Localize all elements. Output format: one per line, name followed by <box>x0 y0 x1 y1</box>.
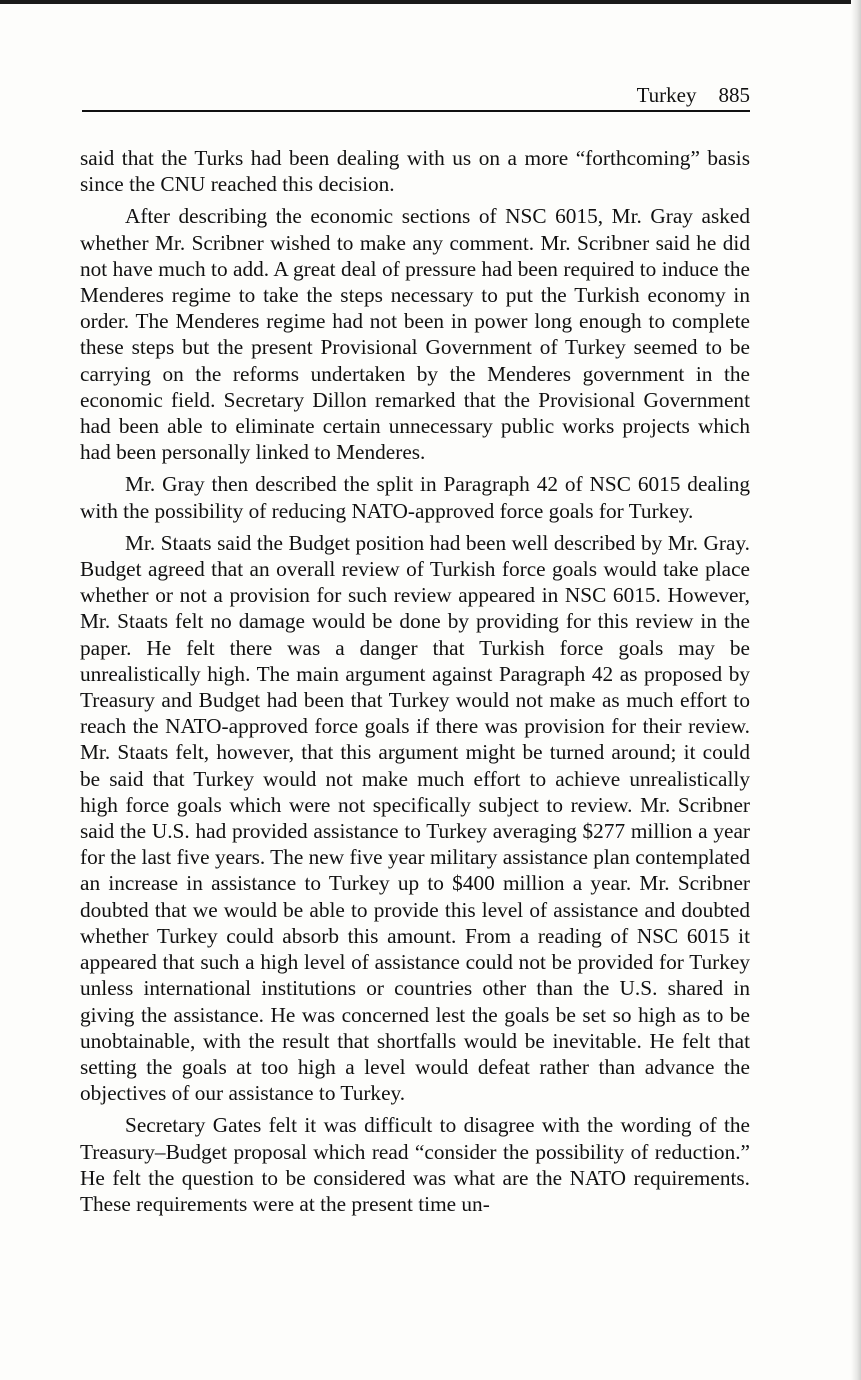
running-head <box>82 82 750 112</box>
paragraph-economic-sections: After describing the economic sections of NSC 6015, Mr. Gray asked whether Mr. Scribner wished to make any comment. Mr. Scribner said he did not have much to add. A great deal of pressure had been required to induce the Menderes regime to take the steps necessary to put the Turkish economy in order. The Menderes regime had not been in power long enough to complete these steps but the present Provisional Government of Turkey seemed to be carrying on the reforms undertaken by the Menderes government in the economic field. Secretary Dillon remarked that the Provisional Government had been able to eliminate certain unnecessary public works projects which had been personally linked to Menderes. <box>80 204 750 465</box>
body-text <box>80 145 750 1223</box>
paragraph-gates-reduction: Secretary Gates felt it was difficult to disagree with the wording of the Treasury–Budget proposal which read “consider the possibility of reduction.” He felt the question to be considered was what are the NATO requirements. These requirements were at the present time un- <box>80 1113 750 1216</box>
page-number: 885 <box>718 83 750 107</box>
scan-right-edge <box>851 0 861 1380</box>
paragraph-paragraph-42-split: Mr. Gray then described the split in Paragraph 42 of NSC 6015 dealing with the possibility of reducing NATO-approved force goals for Turkey. <box>80 472 750 523</box>
running-head-title: Turkey <box>636 83 697 107</box>
scan-top-edge <box>0 0 861 4</box>
paragraph-continued: said that the Turks had been dealing with us on a more “forthcoming” basis since the CNU reached this decision. <box>80 146 750 197</box>
paragraph-staats-budget: Mr. Staats said the Budget position had been well described by Mr. Gray. Budget agreed that an overall review of Turkish force goals would take place whether or not a provision for such review appeared in NSC 6015. However, Mr. Staats felt no damage would be done by providing for this review in the paper. He felt there was a danger that Turkish force goals may be unrealistically high. The main argument against Paragraph 42 as proposed by Treasury and Budget had been that Turkey would not make as much effort to reach the NATO-approved force goals if there was provision for their review. Mr. Staats felt, however, that this argument might be turned around; it could be said that Turkey would not make much effort to achieve unrealistically high force goals which were not specifically subject to review. Mr. Scribner said the U.S. had provided assistance to Turkey averaging $277 million a year for the last five years. The new five year military assistance plan contemplated an increase in assistance to Turkey up to $400 million a year. Mr. Scribner doubted that we would be able to provide this level of assistance and doubted whether Turkey could absorb this amount. From a reading of NSC 6015 it appeared that such a high level of assistance could not be provided for Turkey unless international institutions or countries other than the U.S. shared in giving the assistance. He was concerned lest the goals be set so high as to be unobtainable, with the result that shortfalls would be inevitable. He felt that setting the goals at too high a level would defeat rather than advance the objectives of our assistance to Turkey. <box>80 530 750 1106</box>
